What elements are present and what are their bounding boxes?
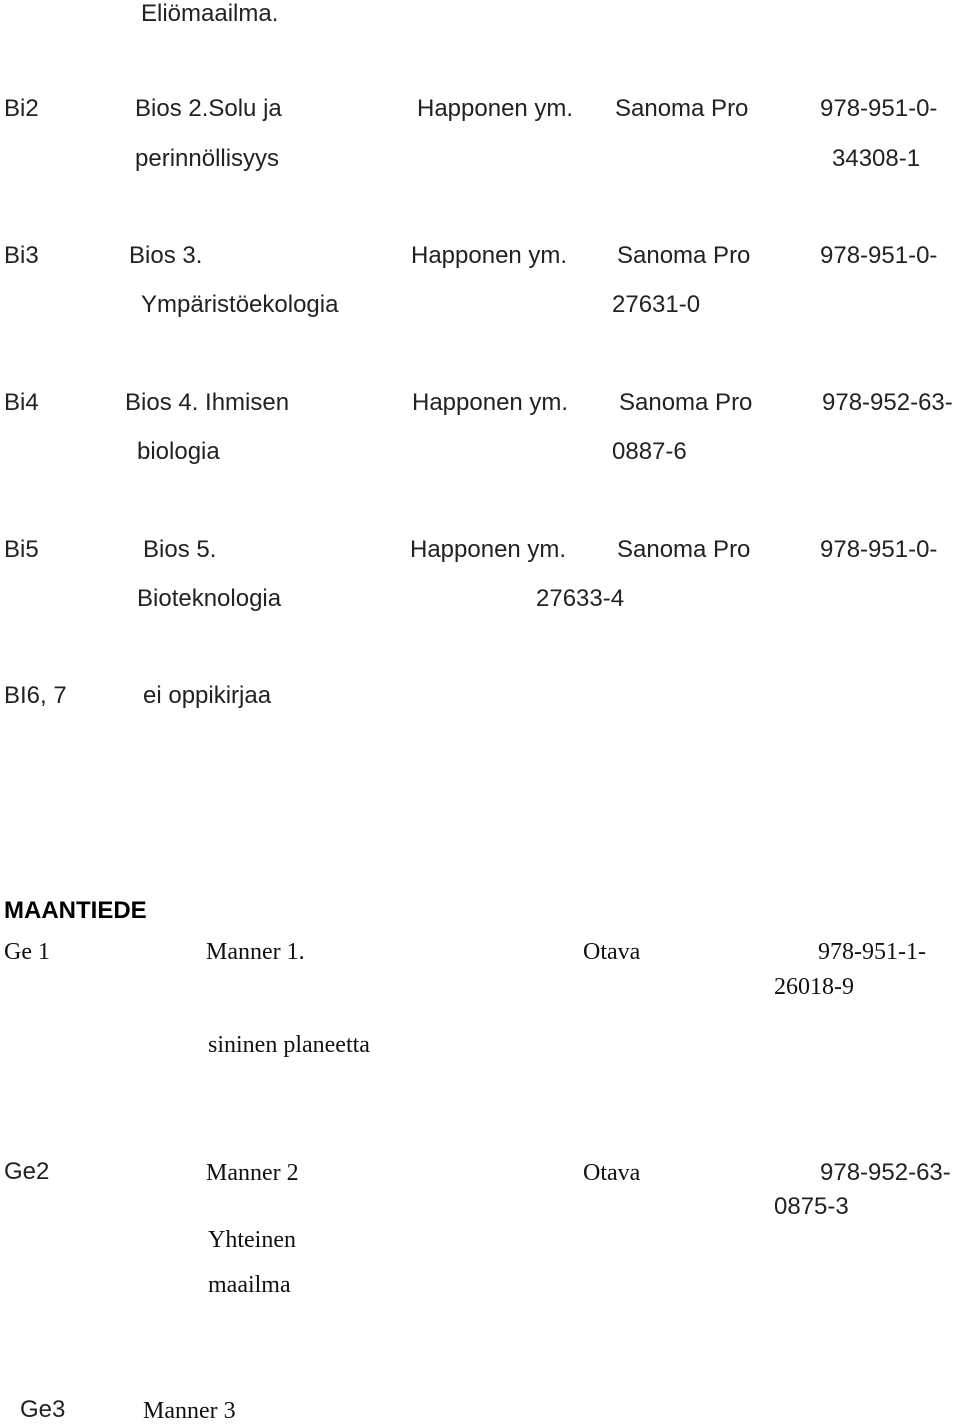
row-title: Bios 4. Ihmisen: [125, 389, 290, 416]
row-title-cont: sininen planeetta: [208, 1032, 370, 1058]
row-isbn-cont: 0887-6: [612, 438, 687, 465]
row-author: Happonen ym.: [417, 95, 574, 122]
row-isbn-cont: 27631-0: [612, 291, 701, 318]
row-isbn-cont: 34308-1: [832, 145, 921, 172]
row-title: Manner 2: [206, 1160, 299, 1186]
row-title: Bios 5.: [143, 536, 217, 563]
row-title: Manner 3: [143, 1398, 236, 1424]
row-code: Bi2: [4, 95, 39, 122]
section-heading-geography: MAANTIEDE: [4, 897, 147, 924]
row-title-cont: perinnöllisyys: [135, 145, 280, 172]
row-isbn: 978-951-0-: [820, 536, 938, 563]
row-code: Ge3: [20, 1396, 66, 1423]
row-isbn-cont: 27633-4: [536, 585, 625, 612]
row-publisher: Otava: [583, 939, 641, 965]
row-code: Bi5: [4, 536, 39, 563]
row-publisher: Sanoma Pro: [615, 95, 749, 122]
row-publisher: Otava: [583, 1160, 641, 1186]
row-isbn-cont: 26018-9: [774, 974, 854, 1000]
row-title: Manner 1.: [206, 939, 305, 965]
row-isbn: 978-952-63-: [820, 1159, 951, 1186]
row-isbn-cont: 0875-3: [774, 1193, 849, 1220]
row-isbn: 978-951-0-: [820, 95, 938, 122]
top-fragment: Eliömaailma.: [141, 0, 279, 27]
row-author: Happonen ym.: [410, 536, 567, 563]
row-publisher: Sanoma Pro: [617, 536, 751, 563]
row-code: Ge2: [4, 1158, 50, 1185]
row-title-cont: maailma: [208, 1272, 291, 1298]
row-code: Ge 1: [4, 939, 50, 965]
row-title: ei oppikirjaa: [143, 682, 272, 709]
row-author: Happonen ym.: [412, 389, 569, 416]
row-code: BI6, 7: [4, 682, 67, 709]
row-title-cont: Bioteknologia: [137, 585, 282, 612]
row-title-cont: Yhteinen: [208, 1227, 296, 1253]
row-isbn: 978-951-0-: [820, 242, 938, 269]
row-isbn: 978-951-1-: [818, 939, 926, 965]
row-publisher: Sanoma Pro: [619, 389, 753, 416]
row-author: Happonen ym.: [411, 242, 568, 269]
row-title-cont: biologia: [137, 438, 220, 465]
row-isbn: 978-952-63-: [822, 389, 953, 416]
row-title-cont: Ympäristöekologia: [141, 291, 339, 318]
row-publisher: Sanoma Pro: [617, 242, 751, 269]
row-code: Bi4: [4, 389, 39, 416]
row-code: Bi3: [4, 242, 39, 269]
row-title: Bios 2.Solu ja: [135, 95, 282, 122]
row-title: Bios 3.: [129, 242, 203, 269]
